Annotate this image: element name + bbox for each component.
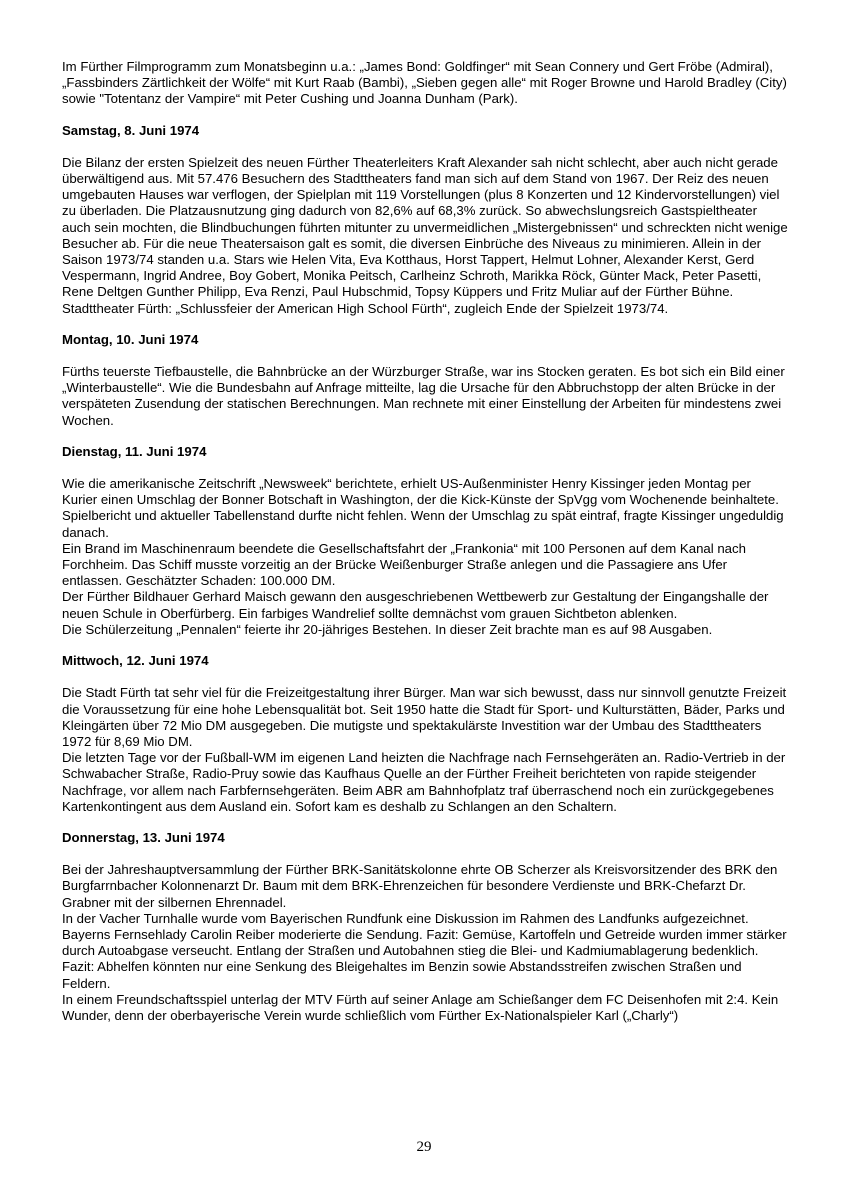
section-heading: Dienstag, 11. Juni 1974 [62,443,207,459]
document-page [62,59,788,1024]
section-donnerstag [62,830,788,1024]
section-dienstag [62,444,788,638]
paragraph: Bei der Jahreshauptversammlung der Fürther BRK-Sanitätskolonne ehrte OB Scherzer als Kreisvorsitzender des BRK den Burgfarrnbacher Kolonnenarzt Dr. Baum mit dem BRK-Ehrenzeichen für besondere Verdienste und BRK-Chefarzt Dr. Grabner mit der silbernen Ehrennadel. [62,862,778,910]
paragraph: Die Stadt Fürth tat sehr viel für die Freizeitgestaltung ihrer Bürger. Man war sich bewusst, dass nur sinnvoll genutzte Freizeit die Voraussetzung für eine hohe Lebensqualität bot. Seit 1950 hatte die Stadt für Sport- und Kulturstätten, Bäder, Parks und Kleingärten über 72 Mio DM ausgegeben. Die mutigste und spektakulärste Investition war der Umbau des Stadttheaters 1972 für 8,69 Mio DM. [62,685,787,749]
paragraph: Stadttheater Fürth: „Schlussfeier der American High School Fürth“, zugleich Ende der Spielzeit 1973/74. [62,300,669,316]
page-number: 29 [416,1139,432,1155]
paragraph: In einem Freundschaftsspiel unterlag der MTV Fürth auf seiner Anlage am Schießanger dem FC Deisenhofen mit 2:4. Kein Wunder, denn der oberbayerische Verein wurde schließlich vom Fürther Ex-Nationalspieler Karl („Charly“) [62,991,779,1023]
section-heading: Samstag, 8. Juni 1974 [62,122,200,138]
section-heading: Montag, 10. Juni 1974 [62,331,199,347]
section-samstag [62,123,788,317]
intro-paragraph: Im Fürther Filmprogramm zum Monatsbeginn u.a.: „James Bond: Goldfinger“ mit Sean Connery und Gert Fröbe (Admiral), „Fassbinders Zärtlichkeit der Wölfe“ mit Kurt Raab (Bambi), „Sieben gegen alle“ mit Roger Browne und Harold Bradley (City) sowie "Totentanz der Vampire“ mit Peter Cushing und Joanna Dunham (Park). [62,59,787,107]
paragraph: Die Schülerzeitung „Pennalen“ feierte ihr 20-jähriges Bestehen. In dieser Zeit brachte man es auf 98 Ausgaben. [62,621,713,637]
section-montag [62,332,788,429]
section-mittwoch [62,653,788,815]
section-heading: Mittwoch, 12. Juni 1974 [62,653,209,669]
paragraph: Ein Brand im Maschinenraum beendete die Gesellschaftsfahrt der „Frankonia“ mit 100 Personen auf dem Kanal nach Forchheim. Das Schiff musste vorzeitig an der Brücke Weißenburger Straße anlegen und die Passagiere ans Ufer entlassen. Geschätzter Schaden: 100.000 DM. [62,540,746,589]
paragraph: Die Bilanz der ersten Spielzeit des neuen Fürther Theaterleiters Kraft Alexander sah nicht schlecht, aber auch nicht gerade überwältigend aus. Mit 57.476 Besuchern des Stadttheaters fand man sich auf dem Stand von 1967. Der Reiz des neuen umgebauten Hauses war verflogen, der Spielplan mit 119 Vorstellungen (plus 8 Konzerten und 12 Kindervorstellungen) viel zu überladen. Die Platzausnutzung ging dadurch von 82,6% auf 68,3% zurück. So abwechslungsreich Gastspieltheater auch sein mochten, die Blindbuchungen führten mitunter zu unvermeidlichen „Mistergebnissen“ und schreckten nicht wenige Besucher ab. Für die neue Theatersaison galt es somit, die diversen Einbrüche des Niveaus zu minimieren. Allein in der Saison 1973/74 standen u.a. Stars wie Helen Vita, Eva Kotthaus, Horst Tappert, Helmut Lohner, Alexander Kerst, Gerd Vespermann, Ingrid Andree, Boy Gobert, Monika Peitsch, Carlheinz Schroth, Marikka Röck, Günter Mack, Peter Pasetti, Rene Deltgen Gunther Philipp, Eva Renzi, Paul Hubschmid, Topsy Küppers und Fritz Muliar auf der Fürther Bühne. [62,154,788,300]
paragraph: In der Vacher Turnhalle wurde vom Bayerischen Rundfunk eine Diskussion im Rahmen des Landfunks aufgezeichnet. Bayerns Fernsehlady Carolin Reiber moderierte die Sendung. Fazit: Gemüse, Kartoffeln und Getreide wurden immer stärker durch Autoabgase verseucht. Entlang der Straßen und Autobahnen stieg die Blei- und Kadmiumablagerung bedenklich. Fazit: Abhelfen könnten nur eine Senkung des Bleigehaltes im Benzin sowie Abstandsstreifen zwischen Straßen und Feldern. [62,910,787,991]
section-heading: Donnerstag, 13. Juni 1974 [62,829,225,845]
paragraph: Wie die amerikanische Zeitschrift „Newsweek“ berichtete, erhielt US-Außenminister Henry Kissinger jeden Montag per Kurier einen Umschlag der Bonner Botschaft in Washington, der die Kick-Künste der SpVgg vom Wochenende beinhaltete. Spielbericht und aktueller Tabellenstand durfte nicht fehlen. Wenn der Umschlag zu spät eintraf, fragte Kissinger ungeduldig danach. [62,476,784,540]
paragraph: Die letzten Tage vor der Fußball-WM im eigenen Land heizten die Nachfrage nach Fernsehgeräten an. Radio-Vertrieb in der Schwabacher Straße, Radio-Pruy sowie das Kaufhaus Quelle an der Fürther Freiheit berichteten von rapide steigender Nachfrage, vor allem nach Farbfernsehgeräten. Beim ABR am Bahnhofplatz traf überraschend noch ein zurückgegebenes Kartenkontingent aus dem Ausland ein. Sofort kam es deshalb zu Schlangen an den Schaltern. [62,750,786,814]
paragraph: Der Fürther Bildhauer Gerhard Maisch gewann den ausgeschriebenen Wettbewerb zur Gestaltung der Eingangshalle der neuen Schule in Oberfürberg. Ein farbiges Wandrelief sollte demnächst vom grauen Sichtbeton ablenken. [62,589,769,621]
paragraph: Fürths teuerste Tiefbaustelle, die Bahnbrücke an der Würzburger Straße, war ins Stocken geraten. Es bot sich ein Bild einer „Winterbaustelle“. Wie die Bundesbahn auf Anfrage mitteilte, lag die Ursache für den Abbruchstopp der alten Brücke in der verspäteten Zusendung der statischen Berechnungen. Man rechnete mit einer Einstellung der Arbeiten für mindestens zwei Wochen. [62,364,785,428]
